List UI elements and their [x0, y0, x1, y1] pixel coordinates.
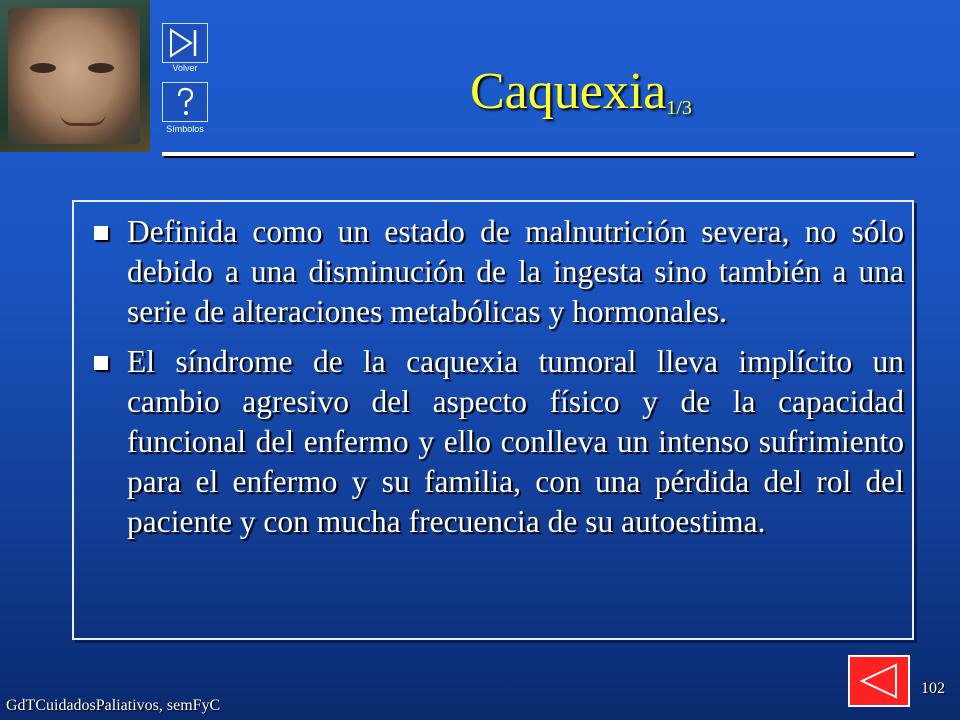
- slide-title-main: Caquexia: [470, 63, 667, 120]
- triangle-left-icon: [856, 662, 902, 700]
- back-button[interactable]: [848, 655, 910, 707]
- portrait-eye-left: [30, 63, 56, 73]
- title-divider: [162, 152, 914, 156]
- content-box: [72, 200, 914, 640]
- question-icon: [167, 86, 203, 118]
- page-number: 102: [921, 680, 945, 697]
- volver-button[interactable]: [162, 23, 208, 63]
- skip-end-icon: [167, 27, 203, 59]
- portrait-painting: [0, 0, 150, 152]
- bullet-text: Definida como un estado de malnutrición severa, no sólo debido a una disminución de la ingesta sino también a una serie de alteraciones metabólicas y hormonales.: [127, 214, 904, 329]
- bullet-list: [94, 212, 904, 552]
- bullet-text: El síndrome de la caquexia tumoral lleva implícito un cambio agresivo del aspecto físico y de la capacidad funcional del enfermo y ello conlleva un intenso sufrimiento para el enfermo y su familia, con una pérdida del rol del paciente y con mucha frecuencia de su autoestima.: [127, 344, 904, 539]
- bullet-square-icon: [94, 356, 108, 370]
- slide-title: [470, 62, 692, 121]
- volver-label: Volver: [172, 63, 198, 73]
- bullet-item: [94, 342, 904, 542]
- bullet-square-icon: [94, 226, 108, 240]
- portrait-mouth: [60, 113, 106, 126]
- portrait-face: [8, 8, 140, 144]
- simbolos-button[interactable]: [162, 82, 208, 122]
- simbolos-label: Símbolos: [166, 124, 204, 134]
- footer-credit: GdTCuidadosPaliativos, semFyC: [6, 697, 221, 714]
- bullet-item: [94, 212, 904, 332]
- slide-title-sub: 1/3: [666, 97, 692, 119]
- portrait-eye-right: [88, 63, 114, 73]
